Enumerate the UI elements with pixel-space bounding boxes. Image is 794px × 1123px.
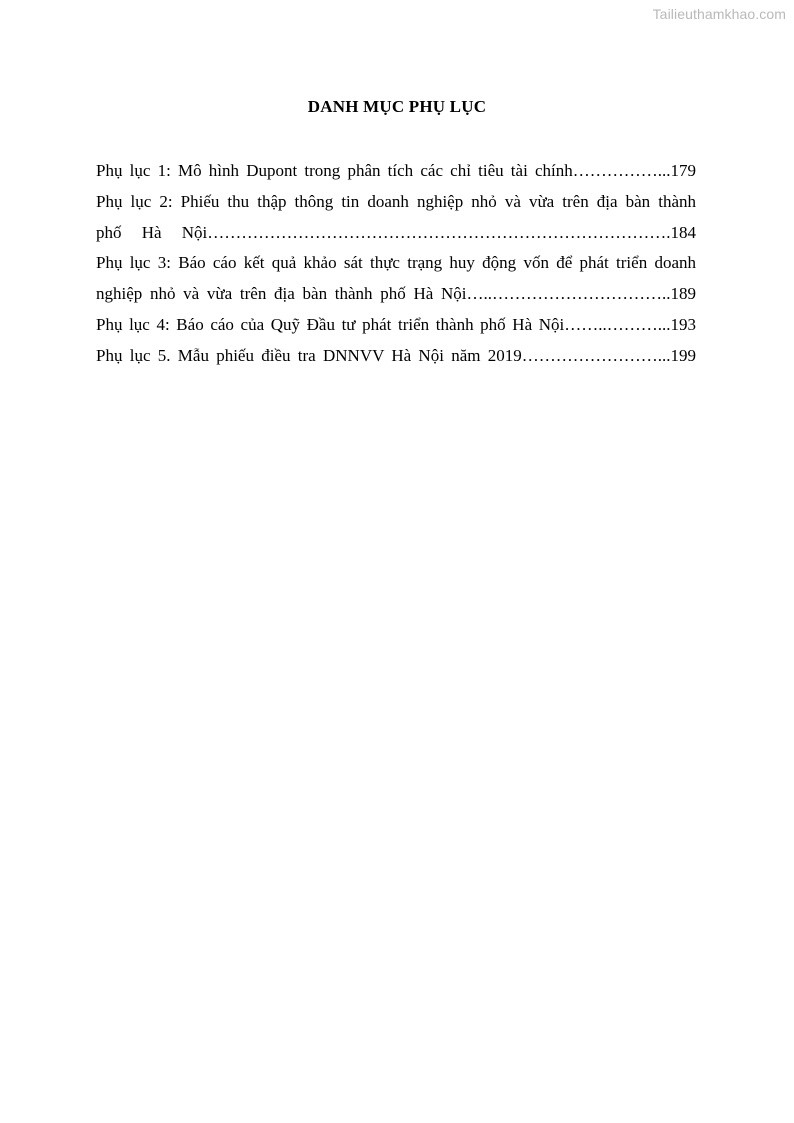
appendix-list: [96, 156, 696, 372]
appendix-entry-3-line-1[interactable]: Phụ lục 3: Báo cáo kết quả khảo sát thực trạng huy động vốn để phát triển doanh: [96, 253, 696, 273]
appendix-entry-3-line-2[interactable]: nghiệp nhỏ và vừa trên địa bàn thành phố Hà Nội…..…………………………..189: [96, 284, 696, 304]
appendix-entry-5[interactable]: Phụ lục 5. Mẫu phiếu điều tra DNNVV Hà Nội năm 2019……………………...199: [96, 345, 696, 365]
appendix-entry-2-line-1[interactable]: Phụ lục 2: Phiếu thu thập thông tin doanh nghiệp nhỏ và vừa trên địa bàn thành: [96, 191, 696, 211]
appendix-entry-1[interactable]: Phụ lục 1: Mô hình Dupont trong phân tích các chỉ tiêu tài chính……………...179: [96, 161, 696, 180]
watermark-text: Tailieuthamkhao.com: [652, 6, 786, 22]
page-title: DANH MỤC PHỤ LỤC: [307, 97, 487, 116]
appendix-entry-4[interactable]: Phụ lục 4: Báo cáo của Quỹ Đầu tư phát triển thành phố Hà Nội……..………...193: [96, 314, 696, 334]
appendix-entry-2-line-2[interactable]: phố Hà Nội……………………………………………………………………….184: [96, 222, 696, 242]
